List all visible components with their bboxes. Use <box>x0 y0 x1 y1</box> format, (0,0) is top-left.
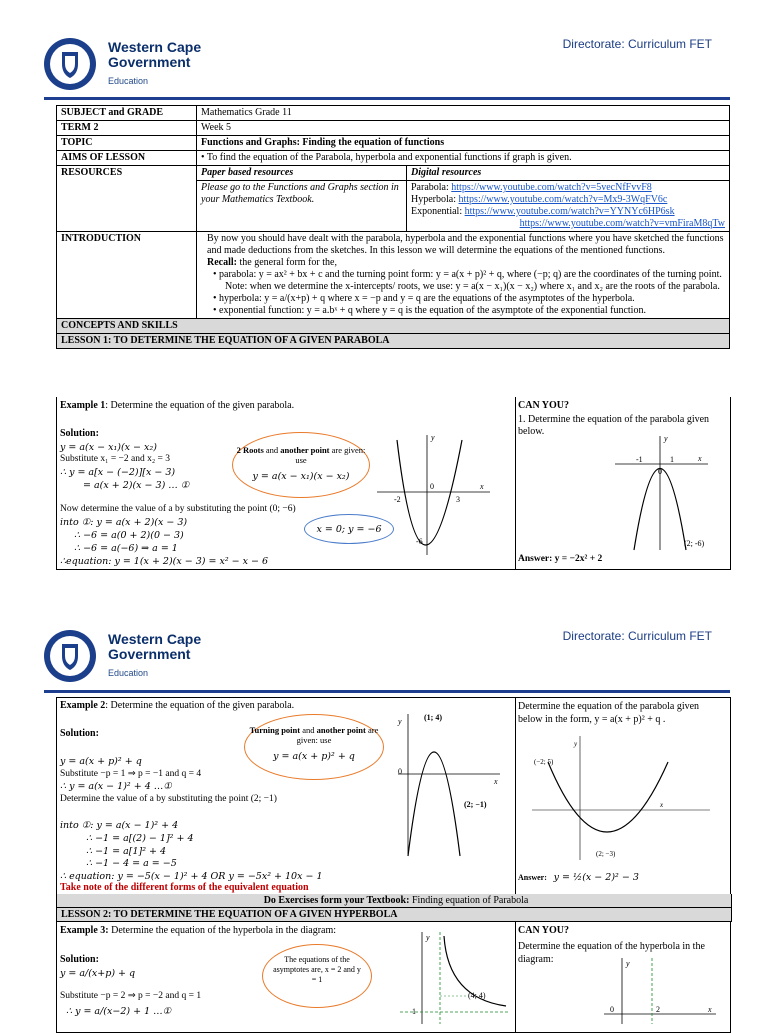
digital-label: Digital resources <box>407 166 730 181</box>
cy3-y-label: y <box>626 959 630 968</box>
brand-line2: Government <box>108 54 191 70</box>
intro-para: By now you should have dealt with the parabola, hyperbola and the exponential functions where you have sketched the functions and made deductions from the sketches. In this lesson we will determine the equations of the mentioned functions. <box>207 233 724 256</box>
cy2-point: (−2; 5) <box>534 758 554 766</box>
brand <box>108 40 201 86</box>
cy3-heading: CAN YOU? <box>518 925 570 936</box>
cy3-x-label: x <box>708 1005 712 1014</box>
ex1-root-right: 3 <box>456 495 460 504</box>
cy1-answer: Answer: y = −2x² + 2 <box>518 554 603 564</box>
wcg-logo-2 <box>42 628 102 684</box>
ex2-parabola <box>408 752 460 856</box>
ex1-callout-bold2: another point <box>280 445 330 455</box>
ex2-top: (1; 4) <box>424 713 442 722</box>
cy3-graph <box>600 956 720 1024</box>
brand-line3: Education <box>108 76 149 86</box>
term-label: TERM 2 <box>57 121 197 136</box>
directorate: Directorate: Curriculum FET <box>562 37 712 51</box>
aims-label: AIMS OF LESSON <box>57 151 197 166</box>
ex1-rest: : Determine the equation of the given parabola. <box>105 400 295 411</box>
cy1-x-label: x <box>698 454 702 463</box>
ex2-solution: Solution: <box>60 728 99 739</box>
ex1-root-left: -2 <box>394 495 401 504</box>
topic-label: TOPIC <box>57 136 197 151</box>
ex1-callout-mid: and <box>263 445 281 455</box>
wcg-logo <box>42 36 102 92</box>
subject-label: SUBJECT and GRADE <box>57 106 197 121</box>
ex2-step1: y = a(x + p)² + q <box>60 756 142 767</box>
brand-2 <box>108 632 201 678</box>
ex2-graph <box>392 708 508 858</box>
cy2-answer <box>518 872 639 883</box>
ex1-heading <box>60 400 294 411</box>
parabola-link[interactable]: https://www.youtube.com/watch?v=5vecNfFvvF8 <box>451 182 652 193</box>
ex3-step1: y = a/(x+p) + q <box>60 968 136 979</box>
ex1-step4: = a(x + 2)(x − 3) … ① <box>83 480 190 491</box>
aims-value: • To find the equation of the Parabola, hyperbola and exponential functions if graph is given. <box>197 151 730 166</box>
lesson2-title: LESSON 2: TO DETERMINE THE EQUATION OF A GIVEN HYPERBOLA <box>56 908 732 922</box>
exercise-row <box>56 894 732 908</box>
ex1-step6: into ①: y = a(x + 2)(x − 3) <box>60 517 188 528</box>
concepts-heading: CONCEPTS AND SKILLS <box>57 319 730 334</box>
directorate-2: Directorate: Curriculum FET <box>562 629 712 643</box>
cy3-two: 2 <box>656 1005 660 1014</box>
ex2-step2: Substitute −p = 1 ⇒ p = −1 and q = 4 <box>60 769 202 779</box>
intro-body: By now you should have dealt with the parabola, hyperbola and the exponential functions where you have sketched the functions and made deductions from the sketches. In this lesson we will determine the equations of the mentioned functions. Recall: the general form for the, • parabola: y = ax² + bx + c and the turning point form: y = a(x + p)² + q, where (−p; q) are the coordinates of the turning point. Note: when we determine the x-intercepts/ roots, we use: y = a(x − x₁)(x − x₂) where x₁ and x₂ are the roots of the parabola. • hyperbola: y = a/(x+p) + q where x = −p and y = q are the equations of the asymptotes of the hyperbola. • exponential function: y = a.bˣ + q where y = q is the equation of the asymptote of the exponential function. <box>197 232 730 319</box>
digital-links <box>407 181 730 232</box>
cy3-text: Determine the equation of the hyperbola in the diagram: <box>518 941 705 965</box>
exponential-link[interactable]: https://www.youtube.com/watch?v=YYNYc6HP6sk <box>464 206 675 217</box>
intro-bullet-3: exponential function: y = a.bˣ + q where y = q is the equation of the asymptote of the exponential function. <box>219 305 646 316</box>
extra-link[interactable]: https://www.youtube.com/watch?v=vmFiraM8qTw <box>519 218 725 229</box>
ex2-heading <box>60 700 294 711</box>
cy2-answer-eq: y = ½(x − 2)² − 3 <box>553 872 639 883</box>
ex3-callout-text: The equations of the asymptotes are, x = 2 and y = 1 <box>273 955 361 984</box>
ex2-point: (2; −1) <box>464 800 487 809</box>
ex3-solution: Solution: <box>60 954 99 965</box>
ex1-x-label: x <box>480 482 484 491</box>
paper-label: Paper based resources <box>197 166 407 181</box>
cy3-origin: 0 <box>610 1005 614 1014</box>
ex1-step3: ∴ y = a[x − (−2)][x − 3) <box>60 467 176 478</box>
ex3-step3: ∴ y = a/(x−2) + 1 …① <box>66 1006 172 1017</box>
info-table <box>56 105 730 349</box>
ex1-y-label: y <box>431 433 435 442</box>
exponential-label: Exponential: <box>411 206 463 217</box>
exercise-rest: Finding equation of Parabola <box>409 895 529 906</box>
cy1-left: -1 <box>636 455 643 464</box>
paper-text: Please go to the Functions and Graphs section in your Mathematics Textbook. <box>197 181 407 232</box>
intro-bullet-1: parabola: y = ax² + bx + c and the turning point form: y = a(x + p)² + q, where (−p; q) are the coordinates of the turning point. Note: when we determine the x-intercepts/ roots, we use: y = a(x − x₁)(x − x₂) where x₁ and x₂ are the roots of the parabola. <box>219 269 722 292</box>
ex2-y-label: y <box>398 717 402 726</box>
cy2-x-label: x <box>660 801 664 809</box>
cy2-text: Determine the equation of the parabola given below in the form, y = a(x + p)² + q . <box>518 701 700 725</box>
ex1-step7: ∴ −6 = a(0 + 2)(0 − 3) <box>74 530 184 541</box>
cy1-text: 1. Determine the equation of the parabola given below. <box>518 414 710 437</box>
ex2-note: Take note of the different forms of the equivalent equation <box>60 882 309 893</box>
exercise-bold: Do Exercises form your Textbook: <box>263 895 410 906</box>
ex3-step2: Substitute −p = 2 ⇒ p = −2 and q = 1 <box>60 991 202 1001</box>
ex1-bold: Example 1 <box>60 400 106 411</box>
ex2-callout-rest: are given: use <box>296 725 379 745</box>
cy2-answer-label: Answer: <box>518 873 547 882</box>
intro-bullet-2: hyperbola: y = a/(x+p) + q where x = −p and y = q are the equations of the asymptotes of the hyperbola. <box>219 293 635 304</box>
subject-value: Mathematics Grade 11 <box>197 106 730 121</box>
lesson1-title: LESSON 1: TO DETERMINE THE EQUATION OF A GIVEN PARABOLA <box>57 334 730 349</box>
ex1-step8: ∴ −6 = a(−6) ⇒ a = 1 <box>74 543 178 554</box>
cy1-heading: CAN YOU? <box>518 400 570 411</box>
ex1-callout-eq: y = a(x − x₁)(x − x₂) <box>252 471 350 482</box>
cy1-graph <box>610 432 720 554</box>
ex1-callout-rest: are given: use <box>295 445 366 465</box>
ex2-step4: Determine the value of a by substituting the point (2; −1) <box>60 794 277 804</box>
brand-line1: Western Cape <box>108 39 202 55</box>
ex3-rest: Determine the equation of the hyperbola in the diagram: <box>108 925 337 936</box>
cy1-point: (2; -6) <box>684 539 705 548</box>
header-bar <box>44 97 730 100</box>
hyperbola-label: Hyperbola: <box>411 194 456 205</box>
ex1-origin: 0 <box>430 482 434 491</box>
ex1-graph <box>372 430 502 560</box>
term-value: Week 5 <box>197 121 730 136</box>
ex1-step1: y = a(x − x₁)(x − x₂) <box>60 442 157 453</box>
cy2-y-label: y <box>574 740 578 748</box>
ex2-step3: ∴ y = a(x − 1)² + 4 …① <box>60 781 172 792</box>
hyperbola-link[interactable]: https://www.youtube.com/watch?v=Mx9-3WqFV6c <box>458 194 668 205</box>
ex2-callout <box>244 714 384 780</box>
ex3-heading <box>60 925 336 936</box>
ex1-step9: ∴equation: y = 1(x + 2)(x − 3) = x² − x − 6 <box>60 556 269 567</box>
brand2-line1: Western Cape <box>108 631 202 647</box>
ex3-y-label: y <box>426 933 430 942</box>
ex2-origin: 0 <box>398 767 402 776</box>
recall-bold: Recall: <box>207 257 237 268</box>
ex2-step9: ∴ equation: y = −5(x − 1)² + 4 OR y = −5x² + 10x − 1 <box>60 871 323 882</box>
brand2-line3: Education <box>108 668 149 678</box>
intro-label: INTRODUCTION <box>57 232 197 319</box>
cy1-origin: 0 <box>658 467 662 476</box>
ex2-rest: : Determine the equation of the given parabola. <box>105 700 295 711</box>
topic-value: Functions and Graphs: Finding the equation of functions <box>197 136 730 151</box>
ex1-step2: Substitute x₁ = −2 and x₂ = 3 <box>60 454 171 464</box>
ex2-callout-mid: and <box>300 725 317 735</box>
ex1-callout <box>232 432 370 498</box>
resources-label: RESOURCES <box>57 166 197 232</box>
ex2-callout-bold2: another point <box>316 725 366 735</box>
ex2-bold: Example 2 <box>60 700 106 711</box>
ex1-callout-bold1: 2 Roots <box>236 445 264 455</box>
cy2-graph <box>528 732 716 864</box>
cy1-right: 1 <box>670 455 674 464</box>
ex3-graph <box>396 928 512 1024</box>
ex1-step5: Now determine the value of a by substituting the point (0; −6) <box>60 504 296 514</box>
ex3-bold: Example 3: <box>60 925 109 936</box>
header-bar-2 <box>44 690 730 693</box>
ex2-step6: ∴ −1 = a[(2) − 1]² + 4 <box>86 833 194 844</box>
recall-rest: the general form for the, <box>237 257 337 268</box>
ex3-callout <box>262 944 372 1008</box>
ex3-point: (4; 4) <box>468 991 486 1000</box>
cy2-parabola <box>548 762 668 832</box>
ex1-solution: Solution: <box>60 428 99 439</box>
ex1-callout2-text: x = 0; y = −6 <box>316 524 382 535</box>
ex2-callout-bold1: Turning point <box>249 725 301 735</box>
ex1-parabola <box>397 440 462 545</box>
ex2-step8: ∴ −1 − 4 = a = −5 <box>86 858 177 869</box>
ex3-one: 1 <box>412 1007 416 1016</box>
ex2-callout-eq: y = a(x + p)² + q <box>273 751 355 762</box>
parabola-label: Parabola: <box>411 182 449 193</box>
ex2-x-label: x <box>494 777 498 786</box>
ex2-step7: ∴ −1 = a[1]² + 4 <box>86 846 167 857</box>
ex1-y-int: -6 <box>416 537 423 546</box>
cy2-vertex: (2; −3) <box>596 850 616 858</box>
brand2-line2: Government <box>108 646 191 662</box>
cy1-y-label: y <box>664 434 668 443</box>
ex2-step5: into ①: y = a(x − 1)² + 4 <box>60 820 179 831</box>
aims-text: To find the equation of the Parabola, hyperbola and exponential functions if graph is given. <box>206 152 572 163</box>
